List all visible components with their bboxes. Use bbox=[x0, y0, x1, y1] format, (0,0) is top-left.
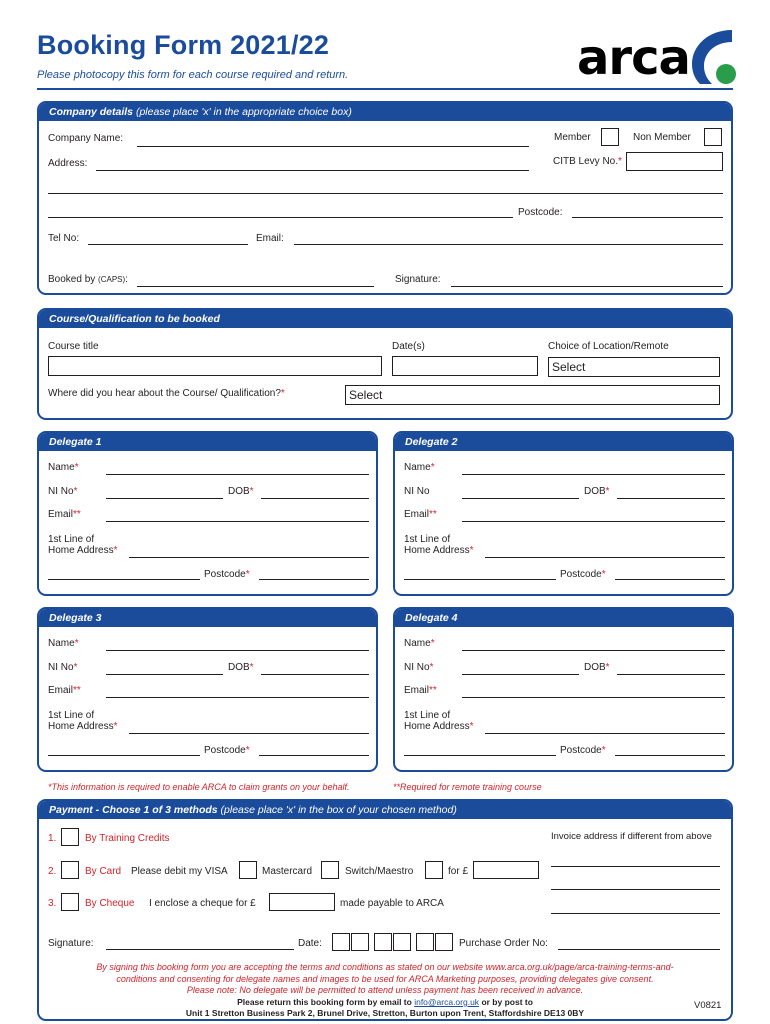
return-instructions: Please return this booking form by email to info@arca.org.uk or by post to bbox=[237, 997, 533, 1007]
payment-signature-label: Signature: bbox=[48, 938, 94, 949]
member-label: Member bbox=[554, 132, 591, 143]
delegate-4-ni-label: NI No* bbox=[404, 662, 434, 673]
delegate-2-postcode-field[interactable] bbox=[615, 579, 725, 580]
booked-by-label: Booked by (CAPS): bbox=[48, 274, 128, 285]
hear-about-label: Where did you hear about the Course/ Qualification?* bbox=[48, 388, 285, 399]
company-name-field[interactable] bbox=[137, 146, 529, 147]
invoice-address-line-1[interactable] bbox=[551, 866, 720, 867]
delegate-3-address-label-2: Home Address* bbox=[48, 721, 118, 732]
delegate-1-postcode-label: Postcode* bbox=[204, 569, 250, 580]
delegate-2-email-label: Email** bbox=[404, 509, 437, 520]
delegate-2-name-field[interactable] bbox=[462, 474, 725, 475]
location-select[interactable]: Select bbox=[548, 357, 720, 377]
delegate-1-ni-label: NI No* bbox=[48, 486, 78, 497]
delegate-3-ni-label: NI No* bbox=[48, 662, 78, 673]
invoice-address-line-2[interactable] bbox=[551, 889, 720, 890]
by-card-label: By Card bbox=[85, 866, 122, 877]
dates-input[interactable] bbox=[392, 356, 538, 376]
delegate-4-address-label-2: Home Address* bbox=[404, 721, 474, 732]
address-line-3[interactable] bbox=[48, 217, 513, 218]
delegate-3-email-field[interactable] bbox=[106, 697, 369, 698]
consent-line-1: By signing this booking form you are accepting the terms and conditions as stated on our website www.arca.org.uk/page/arca-training-terms-and- bbox=[96, 962, 674, 972]
delegate-1-address-field[interactable] bbox=[129, 557, 369, 558]
delegate-1-email-field[interactable] bbox=[106, 521, 369, 522]
delegate-2-postcode-label: Postcode* bbox=[560, 569, 606, 580]
option-1-number: 1. bbox=[48, 833, 57, 844]
company-name-label: Company Name: bbox=[48, 133, 124, 144]
delegate-1-ni-field[interactable] bbox=[106, 498, 223, 499]
delegate-4-postcode-label: Postcode* bbox=[560, 745, 606, 756]
card-amount-label: for £ bbox=[448, 866, 469, 877]
date-label: Date: bbox=[298, 938, 322, 949]
course-title-input[interactable] bbox=[48, 356, 382, 376]
hear-about-select[interactable]: Select bbox=[345, 385, 720, 405]
dates-label: Date(s) bbox=[392, 341, 425, 352]
delegate-3-postcode-label: Postcode* bbox=[204, 745, 250, 756]
page-subtitle: Please photocopy this form for each course required and return. bbox=[37, 69, 349, 81]
by-cheque-label: By Cheque bbox=[85, 898, 135, 909]
tel-field[interactable] bbox=[88, 244, 248, 245]
by-card-checkbox[interactable] bbox=[61, 861, 79, 879]
delegate-3-dob-field[interactable] bbox=[261, 674, 369, 675]
delegate-1-address-label-1: 1st Line of bbox=[48, 534, 95, 545]
payable-to-label: made payable to ARCA bbox=[340, 898, 444, 909]
delegate-2-heading: Delegate 2 bbox=[395, 433, 732, 451]
consent-line-3: Please note: No delegate will be permitted to attend unless payment has been received in advance. bbox=[186, 985, 584, 995]
delegate-4-address-line-2[interactable] bbox=[404, 755, 556, 756]
company-details-section bbox=[37, 101, 733, 295]
delegate-4-address-field[interactable] bbox=[485, 733, 725, 734]
switch-maestro-label: Switch/Maestro bbox=[345, 866, 414, 877]
delegate-3-address-line-2[interactable] bbox=[48, 755, 200, 756]
delegate-4-name-label: Name* bbox=[404, 638, 435, 649]
delegate-3-postcode-field[interactable] bbox=[259, 755, 369, 756]
delegate-4-name-field[interactable] bbox=[462, 650, 725, 651]
delegate-2-ni-field[interactable] bbox=[462, 498, 579, 499]
debit-visa-label: Please debit my VISA bbox=[131, 866, 228, 877]
delegate-4-email-field[interactable] bbox=[462, 697, 725, 698]
course-title-label: Course title bbox=[48, 341, 99, 352]
payment-signature-field[interactable] bbox=[106, 949, 294, 950]
remote-note: **Required for remote training course bbox=[393, 782, 542, 792]
training-credits-checkbox[interactable] bbox=[61, 828, 79, 846]
delegate-2-dob-field[interactable] bbox=[617, 498, 725, 499]
booked-by-field[interactable] bbox=[137, 286, 374, 287]
company-signature-field[interactable] bbox=[451, 286, 723, 287]
consent-line-2: conditions and consenting for delegate names and images to be used for ARCA Marketing purposes, providing delegates give consent. bbox=[116, 974, 654, 984]
delegate-1-address-label-2: Home Address* bbox=[48, 545, 118, 556]
form-version: V0821 bbox=[694, 1000, 722, 1011]
delegate-3-heading: Delegate 3 bbox=[39, 609, 376, 627]
mastercard-label: Mastercard bbox=[262, 866, 313, 877]
purchase-order-label: Purchase Order No: bbox=[459, 938, 548, 949]
invoice-address-line-3[interactable] bbox=[551, 913, 720, 914]
delegate-1-dob-field[interactable] bbox=[261, 498, 369, 499]
card-amount-input[interactable] bbox=[473, 861, 539, 879]
delegate-4-address-label-1: 1st Line of bbox=[404, 710, 451, 721]
delegate-1-email-label: Email** bbox=[48, 509, 81, 520]
address-line-1[interactable] bbox=[96, 170, 529, 171]
option-3-number: 3. bbox=[48, 898, 57, 909]
delegate-1-name-field[interactable] bbox=[106, 474, 369, 475]
training-credits-label: By Training Credits bbox=[85, 833, 170, 844]
date-digit-box[interactable] bbox=[416, 933, 434, 951]
date-digit-box[interactable] bbox=[351, 933, 369, 951]
citb-levy-label: CITB Levy No.* bbox=[553, 156, 622, 167]
delegate-1-name-label: Name* bbox=[48, 462, 79, 473]
tel-label: Tel No: bbox=[48, 233, 80, 244]
page-title: Booking Form 2021/22 bbox=[37, 30, 330, 60]
date-digit-box[interactable] bbox=[393, 933, 411, 951]
delegate-4-email-label: Email** bbox=[404, 685, 437, 696]
delegate-3-email-label: Email** bbox=[48, 685, 81, 696]
delegate-2-dob-label: DOB* bbox=[584, 486, 610, 497]
mastercard-checkbox[interactable] bbox=[321, 861, 339, 879]
delegate-4-dob-field[interactable] bbox=[617, 674, 725, 675]
address-line-2[interactable] bbox=[48, 193, 723, 194]
delegate-1-postcode-field[interactable] bbox=[259, 579, 369, 580]
delegate-2-address-label-1: 1st Line of bbox=[404, 534, 451, 545]
delegate-4-ni-field[interactable] bbox=[462, 674, 579, 675]
return-email-link[interactable]: info@arca.org.uk bbox=[414, 997, 480, 1007]
delegate-4-heading: Delegate 4 bbox=[395, 609, 732, 627]
visa-checkbox[interactable] bbox=[239, 861, 257, 879]
delegate-2-email-field[interactable] bbox=[462, 521, 725, 522]
delegate-3-name-field[interactable] bbox=[106, 650, 369, 651]
non-member-checkbox[interactable] bbox=[704, 128, 722, 146]
delegate-4-dob-label: DOB* bbox=[584, 662, 610, 673]
grant-note: *This information is required to enable ARCA to claim grants on your behalf. bbox=[48, 782, 350, 792]
delegate-2-name-label: Name* bbox=[404, 462, 435, 473]
non-member-label: Non Member bbox=[633, 132, 691, 143]
option-2-number: 2. bbox=[48, 866, 57, 877]
cheque-amount-label: I enclose a cheque for £ bbox=[149, 898, 256, 909]
postcode-label: Postcode: bbox=[518, 207, 563, 218]
by-cheque-checkbox[interactable] bbox=[61, 893, 79, 911]
email-label: Email: bbox=[256, 233, 284, 244]
purchase-order-field[interactable] bbox=[558, 949, 720, 950]
delegate-3-name-label: Name* bbox=[48, 638, 79, 649]
date-digit-box[interactable] bbox=[332, 933, 350, 951]
delegate-2-ni-label: NI No bbox=[404, 486, 430, 497]
arca-logo-icon bbox=[688, 28, 736, 86]
payment-heading: Payment - Choose 1 of 3 methods (please place 'x' in the box of your chosen method) bbox=[39, 801, 731, 819]
delegate-3-dob-label: DOB* bbox=[228, 662, 254, 673]
company-signature-label: Signature: bbox=[395, 274, 441, 285]
location-label: Choice of Location/Remote bbox=[548, 341, 669, 352]
address-label: Address: bbox=[48, 158, 88, 169]
delegate-1-heading: Delegate 1 bbox=[39, 433, 376, 451]
company-postcode-field[interactable] bbox=[572, 217, 723, 218]
company-email-field[interactable] bbox=[294, 244, 723, 245]
delegate-2-address-line-2[interactable] bbox=[404, 579, 556, 580]
delegate-2-address-label-2: Home Address* bbox=[404, 545, 474, 556]
course-heading: Course/Qualification to be booked bbox=[39, 310, 731, 328]
header-divider bbox=[37, 88, 733, 90]
delegate-3-address-field[interactable] bbox=[129, 733, 369, 734]
switch-maestro-checkbox[interactable] bbox=[425, 861, 443, 879]
cheque-amount-input[interactable] bbox=[269, 893, 335, 911]
return-address: Unit 1 Stretton Business Park 2, Brunel Drive, Stretton, Burton upon Trent, Staffordshire DE13 0BY bbox=[185, 1008, 585, 1018]
citb-levy-input[interactable] bbox=[626, 152, 723, 171]
delegate-1-dob-label: DOB* bbox=[228, 486, 254, 497]
delegate-3-address-label-1: 1st Line of bbox=[48, 710, 95, 721]
invoice-address-label: Invoice address if different from above bbox=[551, 831, 712, 842]
member-checkbox[interactable] bbox=[601, 128, 619, 146]
date-digit-box[interactable] bbox=[435, 933, 453, 951]
delegate-1-address-line-2[interactable] bbox=[48, 579, 200, 580]
delegate-2-address-field[interactable] bbox=[485, 557, 725, 558]
date-digit-box[interactable] bbox=[374, 933, 392, 951]
arca-logo-text: arca bbox=[577, 30, 690, 86]
delegate-3-ni-field[interactable] bbox=[106, 674, 223, 675]
delegate-4-postcode-field[interactable] bbox=[615, 755, 725, 756]
company-details-heading: Company details (please place 'x' in the appropriate choice box) bbox=[39, 103, 731, 121]
